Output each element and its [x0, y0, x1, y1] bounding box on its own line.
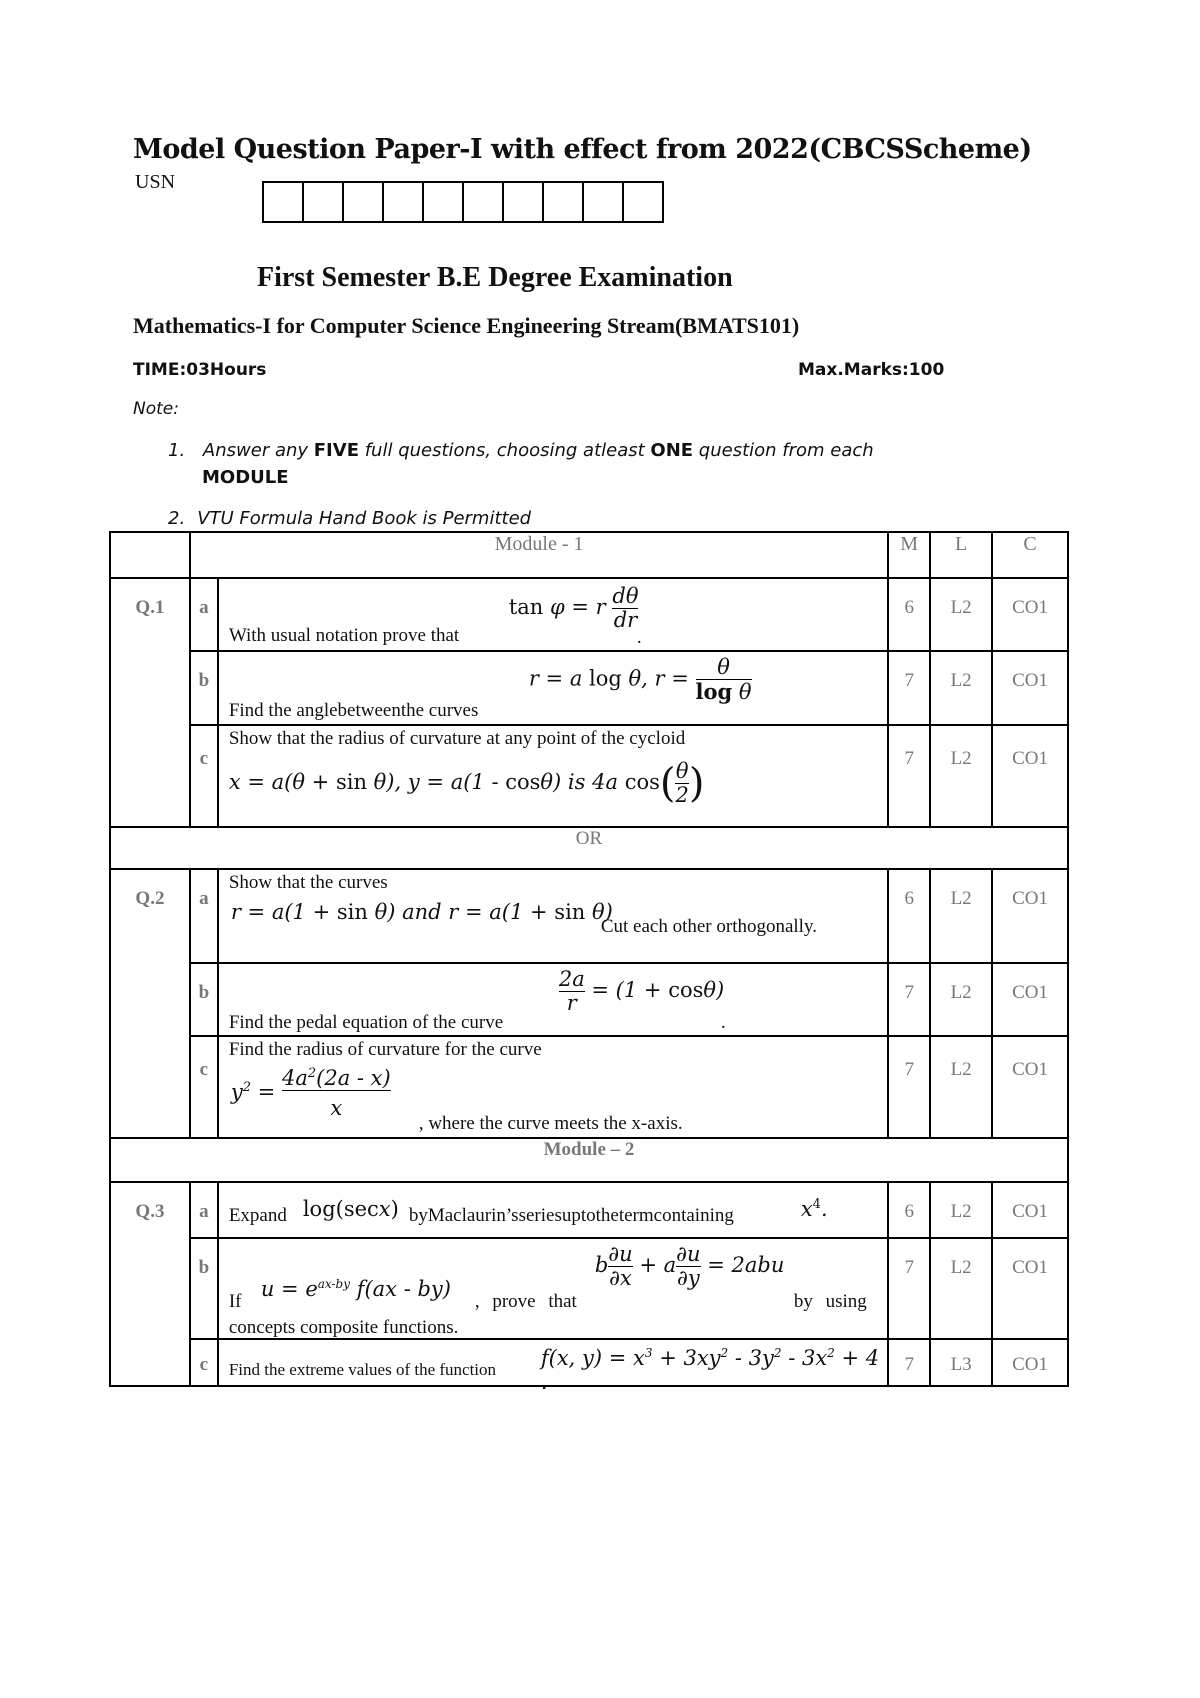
usn-box[interactable] [304, 183, 344, 221]
module-row [110, 1138, 1068, 1182]
usn-box[interactable] [624, 183, 662, 221]
formula: $x^4$. [800, 1197, 828, 1221]
table-row [110, 963, 1068, 1036]
subquestion-label: a [190, 578, 218, 651]
usn-box[interactable] [464, 183, 504, 221]
level-cell: L2 [930, 869, 992, 963]
question-number: Q.1 [110, 578, 190, 827]
exam-title: First Semester B.E Degree Examination [257, 262, 733, 293]
header-blank [110, 532, 190, 578]
note-label: Note: [133, 399, 179, 419]
marks-cell: 6 [888, 578, 930, 651]
formula: log(secx) [302, 1197, 399, 1221]
usn-box[interactable] [504, 183, 544, 221]
subquestion-label: b [190, 963, 218, 1036]
level-cell: L3 [930, 1339, 992, 1386]
usn-box[interactable] [344, 183, 384, 221]
instruction-1: 1. Answer any FIVE full questions, choosing atleast ONE question from each [168, 440, 874, 461]
level-cell: L2 [930, 651, 992, 725]
formula: f(x, $y) = x^3 + 3xy^2 - 3y^2 - 3x^2 + 4$ . [540, 1346, 880, 1394]
usn-box[interactable] [424, 183, 464, 221]
subquestion-label: c [190, 725, 218, 827]
level-cell: L2 [930, 963, 992, 1036]
subquestion-label: a [190, 1182, 218, 1238]
time-label: TIME:03Hours [133, 360, 267, 380]
course-title: Mathematics-I for Computer Science Engineering Stream(BMATS101) [133, 313, 800, 338]
col-marks: M [888, 532, 930, 578]
question-text: Find the radius of curvature for the curve $y^2$ = $\frac{4a^2(2a - x)}{x}$ , where the curve meets the x-axis. [218, 1036, 888, 1138]
max-marks-label: Max.Marks:100 [798, 360, 945, 380]
formula: r = a(1 + sin θ) and r = a(1 + sin θ) [230, 900, 613, 924]
table-row [110, 651, 1068, 725]
co-cell: CO1 [992, 1339, 1068, 1386]
formula: $y^2$ = $\frac{4a^2(2a - x)}{x}$ [230, 1066, 391, 1121]
or-divider: OR [110, 827, 1068, 869]
usn-box[interactable] [584, 183, 624, 221]
question-text: $\frac{2a}{r}$ = (1 + cosθ) Find the pedal equation of the curve . [218, 963, 888, 1036]
marks-cell: 7 [888, 725, 930, 827]
question-text: tan φ = r $\frac{d\theta}{dr}$ With usual notation prove that . [218, 578, 888, 651]
marks-cell: 6 [888, 869, 930, 963]
usn-box[interactable] [384, 183, 424, 221]
level-cell: L2 [930, 725, 992, 827]
formula: $u = e^{ax-by}$ f(ax - by) [260, 1277, 451, 1301]
table-row [110, 725, 1068, 827]
formula: x = a(θ + sin θ), y = a(1 - cosθ) is 4a cos( $\frac{\theta}{2}$ ) [228, 759, 705, 808]
table-header-row [110, 532, 1068, 578]
usn-boxes[interactable] [262, 181, 664, 223]
usn-box[interactable] [544, 183, 584, 221]
marks-cell: 7 [888, 651, 930, 725]
paper-title: Model Question Paper-I with effect from 2022(CBCSScheme) [133, 134, 1032, 165]
co-cell: CO1 [992, 651, 1068, 725]
subquestion-label: a [190, 869, 218, 963]
table-row [110, 1036, 1068, 1138]
table-row [110, 1238, 1068, 1339]
instruction-2: 2. VTU Formula Hand Book is Permitted [168, 508, 532, 529]
co-cell: CO1 [992, 963, 1068, 1036]
col-level: L [930, 532, 992, 578]
table-row [110, 578, 1068, 651]
level-cell: L2 [930, 578, 992, 651]
formula: r = a log θ, r = $\frac{\theta}{\text{log θ}}$ [528, 655, 752, 705]
co-cell: CO1 [992, 869, 1068, 963]
marks-cell: 7 [888, 1036, 930, 1138]
subquestion-label: b [190, 651, 218, 725]
question-text: Find the extreme values of the function f(x, $y) = x^3 + 3xy^2 - 3y^2 - 3x^2 + 4$ . [218, 1339, 888, 1386]
marks-cell: 7 [888, 963, 930, 1036]
co-cell: CO1 [992, 578, 1068, 651]
level-cell: L2 [930, 1182, 992, 1238]
question-text: Expand log(secx) byMaclaurin’sseriesuptothetermcontaining $x^4$. [218, 1182, 888, 1238]
level-cell: L2 [930, 1036, 992, 1138]
usn-box[interactable] [264, 183, 304, 221]
question-table [109, 531, 1069, 1394]
question-text: Show that the curves r = a(1 + sin θ) and r = a(1 + sin θ) Cut each other orthogonally. [218, 869, 888, 963]
formula: tan φ = r $\frac{d\theta}{dr}$ [508, 584, 639, 633]
co-cell: CO1 [992, 725, 1068, 827]
subquestion-label: c [190, 1339, 218, 1386]
usn-label: USN [135, 171, 176, 193]
co-cell: CO1 [992, 1036, 1068, 1138]
question-number: Q.2 [110, 869, 190, 1138]
level-cell: L2 [930, 1238, 992, 1339]
formula: $\frac{2a}{r}$ = (1 + cosθ) [558, 967, 725, 1016]
question-text: b $\frac{\partial u}{\partial x}$ + a $\frac{\partial u}{\partial y}$ = 2abu If $u = e^{ax-by}$ f(ax - by) , prove that by using concepts composite functions. [218, 1238, 888, 1339]
marks-cell: 6 [888, 1182, 930, 1238]
subquestion-label: c [190, 1036, 218, 1138]
col-co: C [992, 532, 1068, 578]
table-row [110, 1339, 1068, 1386]
table-row [110, 1182, 1068, 1238]
formula: b $\frac{\partial u}{\partial x}$ + a $\frac{\partial u}{\partial y}$ = 2abu [594, 1242, 785, 1291]
question-number: Q.3 [110, 1182, 190, 1386]
instruction-1-cont: MODULE [202, 467, 289, 488]
module-2-heading: Module – 2 [110, 1138, 1068, 1182]
question-text: Show that the radius of curvature at any point of the cycloid x = a(θ + sin θ), y = a(1 - cosθ) is 4a cos( $\frac{\theta}{2}$ ) [218, 725, 888, 827]
module-1-heading: Module - 1 [190, 532, 888, 578]
co-cell: CO1 [992, 1238, 1068, 1339]
marks-cell: 7 [888, 1339, 930, 1386]
question-text: r = a log θ, r = $\frac{\theta}{\text{log θ}}$ Find the anglebetweenthe curves [218, 651, 888, 725]
or-row [110, 827, 1068, 869]
subquestion-label: b [190, 1238, 218, 1339]
table-row [110, 869, 1068, 963]
marks-cell: 7 [888, 1238, 930, 1339]
co-cell: CO1 [992, 1182, 1068, 1238]
